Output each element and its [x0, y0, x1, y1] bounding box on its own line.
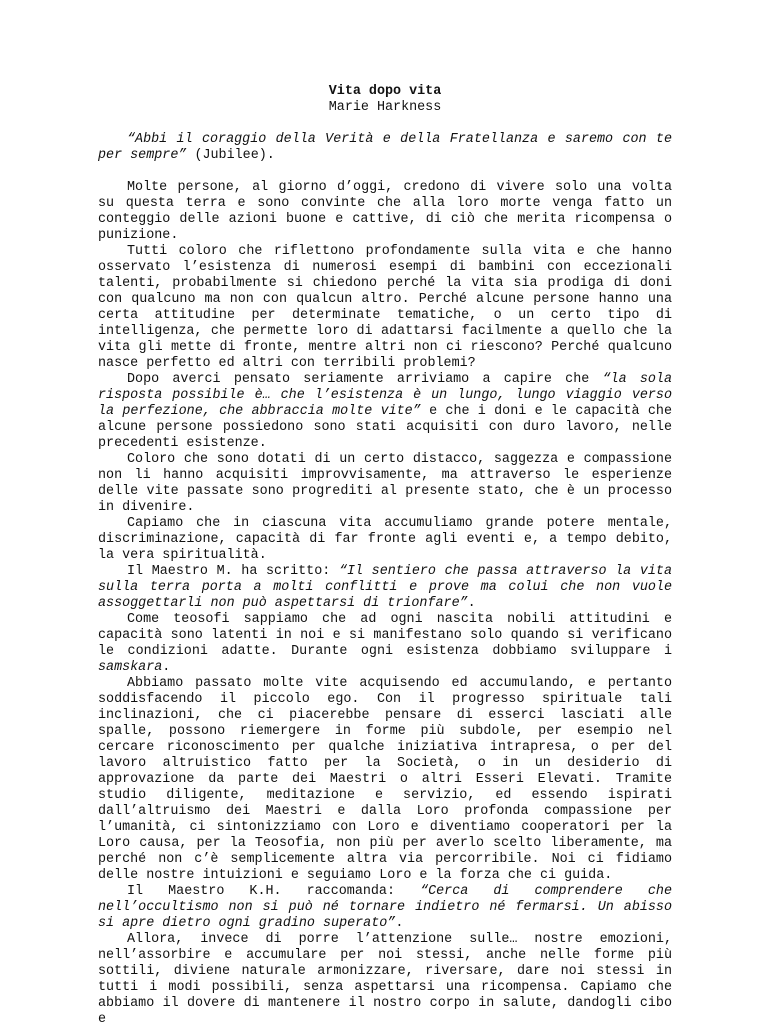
paragraph-9-quote: “Cerca di comprendere che nell’occultismo non si può né tornare indietro né fermarsi. Un abisso si apre dietro ogni gradino superato” — [98, 884, 672, 931]
paragraph-3-text-end: e che i doni e le capacità che alcune persone possiedono sono stati acquisiti con duro lavoro, nelle precedenti esistenze. — [98, 404, 672, 451]
paragraph-3 — [98, 372, 672, 452]
title-block — [98, 84, 672, 116]
paragraph-6 — [98, 564, 672, 612]
paragraph-2: Tutti coloro che riflettono profondamente sulla vita e che hanno osservato l’esistenza di numerosi esempi di bambini con eccezionali talenti, probabilmente si chiedono perché la vita sia prodiga di doni con qualcuno ma non con qualcun altro. Perché alcune persone hanno una certa attitudine per determinate tematiche, o un certo tipo di intelligenza, che permette loro di adattarsi facilmente a quello che la vita gli mette di fronte, mentre altri non ci riescono? Perché qualcuno nasce perfetto ed altri con terribili problemi? — [98, 244, 672, 371]
paragraph-1: Molte persone, al giorno d’oggi, credono di vivere solo una volta su questa terra e sono convinte che alla loro morte venga fatto un conteggio delle azioni buone e cattive, di ciò che merita ricompensa o punizione. — [98, 180, 672, 243]
paragraph-6-text: Il Maestro M. ha scritto: — [127, 564, 339, 579]
paragraph-3-text: Dopo averci pensato seriamente arriviamo a capire che — [127, 372, 603, 387]
paragraph-6-quote: “Il sentiero che passa attraverso la vita sulla terra porta a molti conflitti e prove ma colui che non vuole assoggettarli non può aspettarsi di trionfare” — [98, 564, 672, 611]
paragraph-8: Abbiamo passato molte vite acquisendo ed accumulando, e pertanto soddisfacendo il piccolo ego. Con il progresso spirituale tali inclinazioni, che ci piacerebbe pensare di esserci lasciati alle spalle, possono riemergere in forme più subdole, per esempio nel cercare riconoscimento per qualche iniziativa intrapresa, o per del lavoro altruistico fatto per la Società, o in un desiderio di approvazione da parte dei Maestri o altri Esseri Elevati. Tramite studio diligente, meditazione e servizio, ed essendo ispirati dall’altruismo dei Maestri e dalla Loro profonda compassione per l’umanità, ci sintonizziamo con Loro e diventiamo cooperatori per la Loro causa, per la Teosofia, non più per averlo scelto liberamente, ma perché non c’è semplicemente altra via percorribile. Noi ci fidiamo delle nostre intuizioni e seguiamo Loro e la forza che ci guida. — [98, 676, 672, 883]
paragraph-7-term: samskara — [98, 660, 163, 675]
paragraph-7-text: Come teosofi sappiamo che ad ogni nascita nobili attitudini e capacità sono latenti in noi e si manifestano solo quando si verificano le condizioni adatte. Durante ogni esistenza dobbiamo sviluppare i — [98, 612, 672, 659]
epigraph — [98, 132, 672, 164]
paragraph-5: Capiamo che in ciascuna vita accumuliamo grande potere mentale, discriminazione, capacità di far fronte agli eventi e, a tempo debito, la vera spiritualità. — [98, 516, 672, 563]
paragraph-9-text: Il Maestro K.H. raccomanda: — [127, 884, 421, 899]
paragraph-7 — [98, 612, 672, 676]
paragraph-4: Coloro che sono dotati di un certo distacco, saggezza e compassione non li hanno acquisiti improvvisamente, ma attraverso le esperienze delle vite passate sono progrediti al presente stato, che è un processo in divenire. — [98, 452, 672, 515]
epigraph-quote: “Abbi il coraggio della Verità e della Fratellanza e saremo con te per sempre” — [98, 132, 672, 163]
document-title: Vita dopo vita — [328, 84, 442, 99]
paragraph-10: Allora, invece di porre l’attenzione sulle… nostre emozioni, nell’assorbire e accumulare per noi stessi, anche nelle forme più sottili, diviene naturale armonizzare, riversare, dare noi stessi in tutti i modi possibili, senza aspettarsi una ricompensa. Capiamo che abbiamo il dovere di mantenere il nostro corpo in salute, dandogli cibo e — [98, 932, 672, 1027]
paragraph-9 — [98, 884, 672, 932]
document-author: Marie Harkness — [328, 100, 442, 115]
paragraph-6-text-end: . — [467, 596, 476, 611]
paragraph-3-quote: “la sola risposta possibile è… che l’esistenza è un lungo, lungo viaggio verso la perfezione, che abbraccia molte vite” — [98, 372, 672, 419]
paragraph-7-text-end: . — [162, 660, 171, 675]
paragraph-9-text-end: . — [395, 916, 404, 931]
document-page — [98, 84, 672, 1028]
epigraph-source: (Jubilee). — [186, 148, 275, 163]
